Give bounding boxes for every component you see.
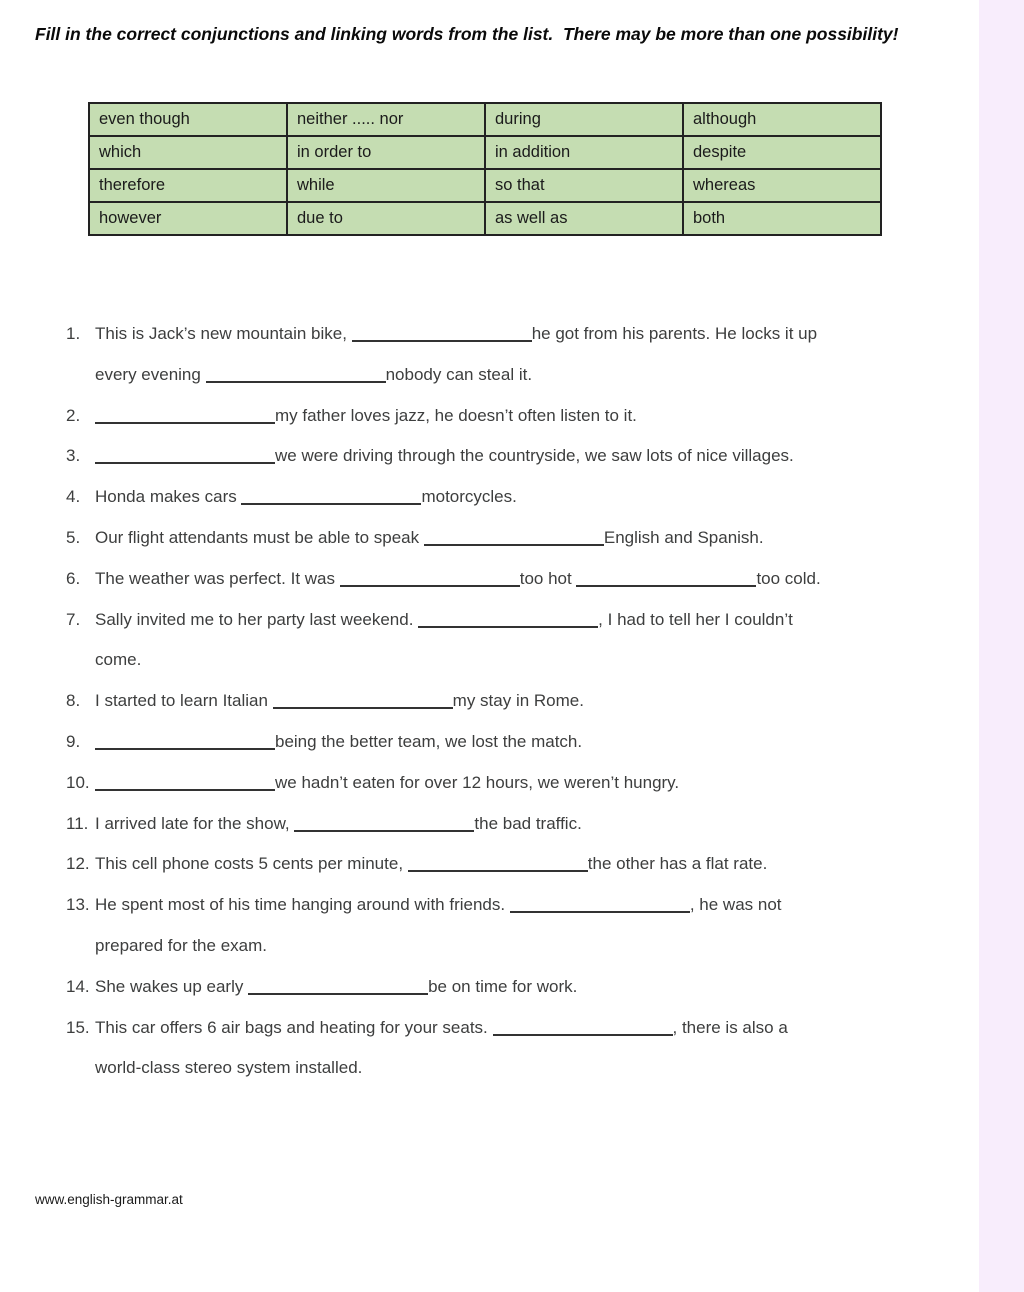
word-cell: both [683,202,881,235]
fill-in-blank [493,1022,673,1036]
exercise-item [66,763,950,804]
fill-in-blank [95,450,275,464]
page-edge-strip [979,0,1024,1292]
word-cell: while [287,169,485,202]
exercise-item [66,600,950,682]
item-number: 11. [66,813,89,833]
exercise-item [66,396,950,437]
word-cell: due to [287,202,485,235]
word-cell: in order to [287,136,485,169]
item-number: 2. [66,405,81,425]
word-table-row [89,169,881,202]
fill-in-blank [95,736,275,750]
item-sentence: I started to learn Italian my stay in Rome. [95,691,584,711]
item-number: 5. [66,527,81,547]
word-cell: which [89,136,287,169]
exercise-item [66,436,950,477]
fill-in-blank [510,899,690,913]
item-sentence: This car offers 6 air bags and heating for your seats. , there is also a world-class stereo system installed. [95,1017,788,1078]
fill-in-blank [340,573,520,587]
word-cell: even though [89,103,287,136]
fill-in-blank [576,573,756,587]
word-table-row [89,103,881,136]
item-number: 3. [66,446,81,466]
word-cell: so that [485,169,683,202]
fill-in-blank [248,981,428,995]
footer-url: www.english-grammar.at [35,1192,183,1207]
fill-in-blank [352,328,532,342]
word-cell: however [89,202,287,235]
exercise-item [66,1008,950,1090]
exercise-item [66,722,950,763]
item-sentence: we were driving through the countryside, we saw lots of nice villages. [95,436,950,477]
item-sentence: we hadn’t eaten for over 12 hours, we weren’t hungry. [95,763,950,804]
page-title: Fill in the correct conjunctions and linking words from the list. There may be more than one possibility! [35,24,899,44]
item-sentence: She wakes up early be on time for work. [95,976,578,996]
item-sentence: The weather was perfect. It was too hot too cold. [95,568,821,588]
item-sentence: This is Jack’s new mountain bike, he got from his parents. He locks it up every evening nobody can steal it. [95,324,818,384]
item-number: 9. [66,731,81,751]
exercise-item [66,844,950,885]
exercise-item [66,885,950,967]
word-cell: therefore [89,169,287,202]
exercise-list [66,314,950,1089]
item-number: 14. [66,976,90,996]
item-number: 10. [66,772,90,792]
fill-in-blank [95,410,275,424]
item-number: 13. [66,895,90,915]
fill-in-blank [294,818,474,832]
fill-in-blank [408,858,588,872]
word-table-row [89,136,881,169]
fill-in-blank [241,491,421,505]
word-cell: as well as [485,202,683,235]
word-cell: during [485,103,683,136]
word-table [88,102,882,236]
item-number: 7. [66,609,81,629]
exercise-item [66,681,950,722]
item-sentence: Our flight attendants must be able to speak English and Spanish. [95,527,764,547]
exercise-item [66,967,950,1008]
exercise-item [66,518,950,559]
item-number: 15. [66,1017,90,1037]
word-cell: whereas [683,169,881,202]
item-sentence: Honda makes cars motorcycles. [95,487,517,507]
exercise-item [66,477,950,518]
fill-in-blank [418,614,598,628]
item-number: 8. [66,691,81,711]
fill-in-blank [206,369,386,383]
item-number: 12. [66,854,90,874]
item-number: 4. [66,487,81,507]
item-sentence: Sally invited me to her party last weekend. , I had to tell her I couldn’t come. [95,609,793,670]
word-cell: despite [683,136,881,169]
word-cell: although [683,103,881,136]
fill-in-blank [273,695,453,709]
item-sentence: my father loves jazz, he doesn’t often listen to it. [95,396,950,437]
item-sentence: This cell phone costs 5 cents per minute, the other has a flat rate. [95,854,768,874]
item-sentence: being the better team, we lost the match. [95,722,950,763]
item-number: 1. [66,324,81,343]
fill-in-blank [424,532,604,546]
item-number: 6. [66,568,81,588]
exercise-item [66,314,950,396]
exercise-item [66,559,950,600]
word-table-row [89,202,881,235]
word-cell: neither ..... nor [287,103,485,136]
item-sentence: He spent most of his time hanging around with friends. , he was not prepared for the exam. [95,895,782,955]
exercise-item [66,804,950,845]
word-cell: in addition [485,136,683,169]
item-sentence: I arrived late for the show, the bad traffic. [95,813,582,833]
fill-in-blank [95,777,275,791]
